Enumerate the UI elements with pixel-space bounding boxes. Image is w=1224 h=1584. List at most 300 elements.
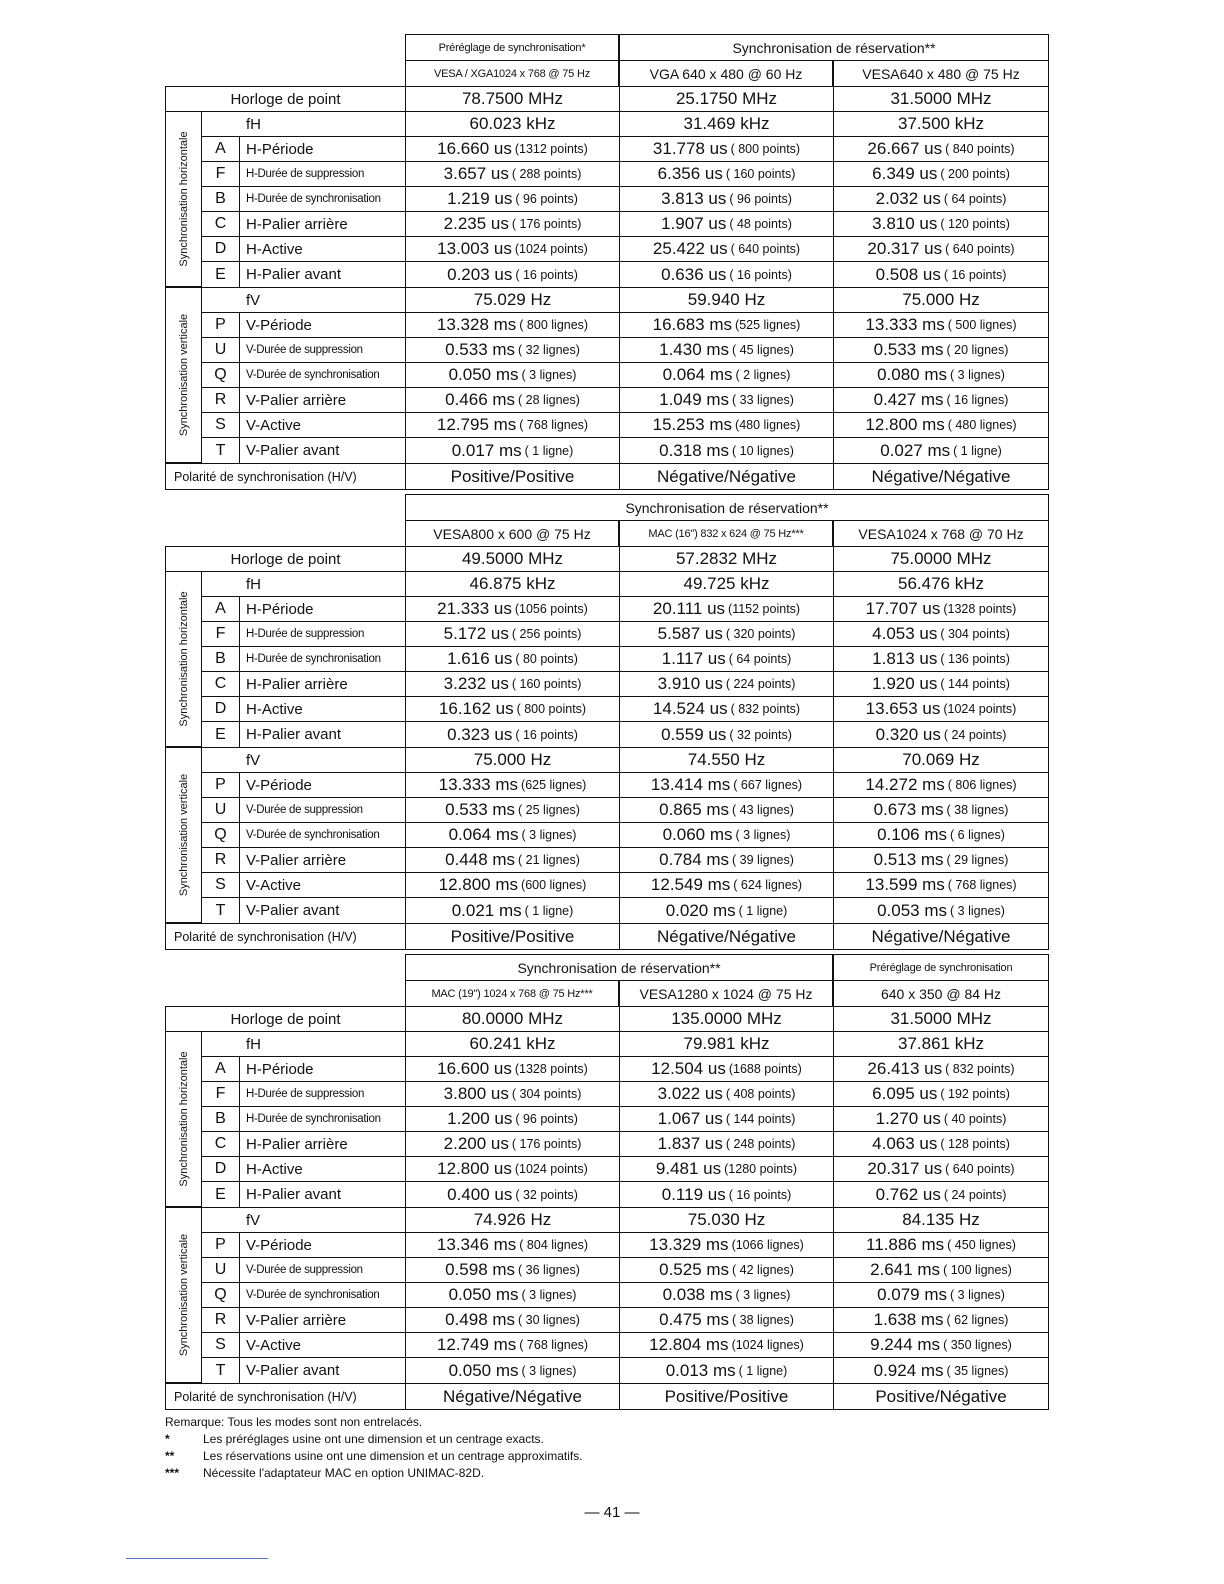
v-sync-side-label [166,748,202,923]
timing-name: H-Durée de suppression [246,168,365,180]
timing-label [202,873,406,897]
value-detail: ( 1 ligne) [524,443,574,458]
value-detail: (1328 points) [943,602,1017,616]
timing-code: E [202,1182,240,1207]
value-detail: (1024 points) [514,242,588,256]
value-detail: ( 16 points) [515,727,578,742]
value-detail: ( 96 points) [515,1112,578,1126]
timing-row-b [202,187,1048,212]
value-main: 0.050 ms [448,1285,519,1304]
value-detail: (625 lignes) [521,778,587,792]
value-main: 21.333 us [437,599,512,618]
timing-value [834,1258,1048,1282]
value-main: 1.430 ms [659,340,730,359]
value-main: 0.525 ms [659,1260,730,1279]
value-detail: ( 304 points) [940,627,1010,641]
value-detail: ( 800 lignes) [519,318,589,332]
value-detail: ( 3 lignes) [950,368,1005,382]
value-detail: ( 200 points) [940,167,1010,181]
timing-value: 49.5000 MHz [406,547,620,571]
timing-label [202,1082,406,1106]
timing-value [834,1233,1048,1257]
freq-name: fH [246,1035,261,1053]
h-sync-side-label [166,1032,202,1207]
timing-value [620,162,834,186]
timing-row-a [202,137,1048,162]
value-detail: ( 768 lignes) [947,878,1017,892]
timing-row-e [202,262,1048,287]
footnote-mark: ** [165,1449,175,1463]
value-main: 3.810 us [872,214,938,233]
value-main: 1.219 us [447,189,513,208]
value-main: 13.328 ms [436,315,517,334]
value-main: 1.638 ms [873,1310,944,1329]
value-detail: ( 304 points) [511,1087,582,1101]
value-main: 9.481 us [655,1159,722,1178]
value-main: 11.886 ms [866,1235,945,1254]
header-group: Synchronisation de réservation** [619,34,1049,60]
value-detail: ( 32 points) [515,1187,578,1202]
value-main: 6.349 us [872,164,938,183]
timing-code: F [202,1082,240,1106]
timing-value [406,873,620,897]
value-main: 0.106 ms [877,825,948,844]
fv-row [202,1208,1048,1233]
h-sync-block [166,572,1048,748]
timing-label [202,1057,406,1081]
timing-table-3 [165,954,1049,1410]
timing-value: 75.000 Hz [902,290,980,309]
value-detail: ( 16 points) [728,1187,792,1202]
value-main: 0.080 ms [877,365,948,384]
fh-row [202,572,1048,597]
timing-name: H-Durée de synchronisation [246,653,381,665]
value-detail: ( 1 ligne) [953,443,1002,458]
value-main: 0.598 ms [445,1260,516,1279]
timing-value [620,413,834,437]
timing-value [406,237,620,261]
timing-label [202,1258,406,1282]
value-main: 0.466 ms [445,390,516,409]
timing-value: 60.023 kHz [406,112,620,136]
value-detail: ( 800 points) [730,142,801,156]
timing-grid [165,1006,1049,1410]
timing-value [834,898,1048,923]
timing-value [620,338,834,362]
timing-value: Positive/Positive [406,464,620,489]
timing-value: 75.0000 MHz [890,549,992,568]
timing-value: 84.135 Hz [902,1210,980,1229]
timing-value [620,1308,834,1332]
timing-value [834,338,1048,362]
timing-name: V-Active [246,1336,302,1354]
timing-value [834,1132,1048,1156]
value-detail: ( 144 points) [725,1112,796,1126]
timing-grid [165,86,1049,490]
value-main: 16.162 us [438,699,514,718]
timing-value [834,1358,1048,1383]
timing-value [620,1157,834,1181]
value-detail: ( 480 lignes) [947,418,1017,432]
timing-value [620,363,834,387]
value-detail: ( 3 lignes) [521,1288,577,1302]
timing-row-a [202,1057,1048,1082]
timing-value [834,1308,1048,1332]
timing-label [202,1233,406,1257]
value-main: 0.064 ms [662,365,733,384]
timing-row-d [202,1157,1048,1182]
timing-table-2 [165,494,1049,950]
value-main: 0.924 ms [873,1360,944,1380]
timing-value [620,873,834,897]
timing-value: 31.469 kHz [620,112,834,136]
timing-value [620,697,834,721]
value-main: 0.021 ms [451,900,522,920]
timing-name: H-Période [246,140,314,158]
timing-name: H-Active [246,700,303,718]
value-main: 0.320 us [875,724,941,744]
timing-value: Négative/Négative [406,1384,620,1409]
value-detail: ( 20 lignes) [946,343,1009,357]
timing-row-c [202,212,1048,237]
timing-code: B [202,187,240,211]
value-detail: ( 832 points) [945,1062,1015,1076]
timing-value [834,1157,1048,1181]
value-main: 0.784 ms [659,850,730,869]
value-main: 13.333 ms [438,775,519,794]
value-main: 20.111 us [652,599,726,618]
timing-value: Positive/Positive [406,924,620,949]
timing-label [202,1132,406,1156]
value-main: 0.050 ms [448,365,519,384]
value-detail: ( 42 lignes) [732,1263,794,1277]
footnote-text: Les préréglages usine ont une dimension et un centrage exacts. [203,1432,544,1446]
value-main: 1.813 us [872,649,938,668]
value-detail: ( 500 lignes) [947,318,1017,332]
value-main: 17.707 us [865,599,941,618]
value-detail: ( 144 points) [940,677,1010,691]
timing-label [202,597,406,621]
timing-value [406,313,620,337]
v-sync-title: Synchronisation verticale [177,1233,190,1357]
timing-name: H-Palier arrière [246,1135,348,1153]
value-detail: ( 80 points) [515,652,578,666]
value-main: 16.683 ms [652,315,733,334]
timing-row-t [202,1358,1048,1383]
timing-value [406,773,620,797]
value-detail: ( 96 points) [515,192,578,206]
timing-code: D [202,237,240,261]
value-detail: ( 288 points) [511,167,582,181]
footnote-mark: * [165,1432,170,1446]
v-sync-title: Synchronisation verticale [177,313,190,437]
timing-row-e [202,722,1048,747]
value-detail: ( 100 lignes) [943,1263,1012,1277]
freq-code [202,1208,240,1232]
timing-label [202,262,406,287]
timing-row-p [202,313,1048,338]
timing-code: S [202,413,240,437]
value-detail: ( 30 lignes) [518,1313,580,1327]
value-detail: ( 160 points) [725,167,796,181]
timing-value [406,1132,620,1156]
polarity-label: Polarité de synchronisation (H/V) [166,1384,406,1409]
mode-header: VESA / XGA1024 x 768 @ 75 Hz [405,60,619,86]
value-detail: ( 16 points) [943,267,1007,282]
value-detail: ( 28 lignes) [518,393,580,407]
value-detail: ( 667 lignes) [733,778,803,792]
timing-value [834,187,1048,211]
value-main: 0.400 us [447,1184,513,1204]
value-main: 3.813 us [661,189,727,208]
timing-value: 56.476 kHz [898,574,984,593]
timing-value: 135.0000 MHz [620,1007,834,1031]
timing-name: H-Durée de suppression [246,1088,365,1100]
timing-value [406,597,620,621]
timing-value: 25.1750 MHz [620,87,834,111]
v-sync-side-label [166,1208,202,1383]
timing-value: 79.981 kHz [620,1032,834,1056]
timing-label [202,647,406,671]
timing-value [834,773,1048,797]
timing-name: H-Durée de synchronisation [246,1113,381,1125]
value-detail: ( 64 points) [728,652,792,666]
timing-row-u [202,798,1048,823]
value-main: 15.253 ms [652,415,733,434]
value-main: 0.448 ms [445,850,516,869]
value-main: 2.641 ms [870,1260,941,1279]
value-main: 0.060 ms [662,825,733,844]
value-detail: ( 45 lignes) [732,343,794,357]
timing-value: Négative/Négative [871,926,1011,946]
timing-value: 46.875 kHz [406,572,620,596]
timing-label [202,187,406,211]
freq-label [202,112,406,136]
value-detail: ( 39 lignes) [732,853,794,867]
timing-value [620,597,834,621]
value-detail: ( 832 points) [730,702,801,716]
mode-header: 640 x 350 @ 84 Hz [833,980,1049,1006]
v-sync-title: Synchronisation verticale [177,773,190,897]
timing-row-b [202,647,1048,672]
timing-value: 59.940 Hz [620,288,834,312]
timing-label [202,438,406,463]
timing-value [406,1233,620,1257]
timing-value [406,212,620,236]
v-sync-block [166,748,1048,924]
timing-value [406,262,620,287]
timing-value [620,1283,834,1307]
polarity-row [166,464,1048,489]
value-detail: ( 192 points) [940,1087,1010,1101]
mode-header: MAC (19") 1024 x 768 @ 75 Hz*** [405,980,619,1006]
value-detail: ( 62 lignes) [946,1313,1009,1327]
value-main: 0.079 ms [877,1285,948,1304]
value-detail: ( 176 points) [511,217,582,231]
timing-row-b [202,1107,1048,1132]
value-detail: ( 768 lignes) [519,418,589,432]
timing-name: H-Période [246,1060,314,1078]
timing-row-s [202,1333,1048,1358]
header-group-row [405,954,1049,980]
timing-value [406,338,620,362]
value-detail: ( 256 points) [511,627,582,641]
freq-label [202,748,406,772]
timing-value [834,388,1048,412]
timing-value [834,647,1048,671]
value-detail: ( 32 lignes) [518,343,580,357]
timing-name: V-Durée de suppression [246,1264,363,1276]
value-detail: ( 36 lignes) [518,1263,580,1277]
timing-value [620,1233,834,1257]
timing-value [406,162,620,186]
value-main: 16.660 us [437,139,512,158]
header-mode-row [405,980,1049,1006]
value-detail: ( 320 points) [725,627,796,641]
timing-name: H-Palier avant [246,266,342,283]
value-detail: ( 408 points) [725,1087,796,1101]
timing-value [834,212,1048,236]
timing-value [834,237,1048,261]
timing-name: H-Période [246,600,314,618]
timing-code: A [202,137,240,161]
footnote-line [165,1414,583,1431]
value-main: 12.800 ms [865,415,945,434]
timing-value: 70.069 Hz [902,750,980,769]
value-detail: ( 6 lignes) [950,828,1005,842]
timing-code: D [202,697,240,721]
freq-name: fV [246,751,261,769]
timing-value: Négative/Négative [620,924,834,949]
freq-name: fV [246,1211,261,1229]
timing-name: H-Durée de suppression [246,628,365,640]
timing-row-u [202,1258,1048,1283]
timing-value [834,363,1048,387]
fh-row [202,1032,1048,1057]
mode-header: VGA 640 x 480 @ 60 Hz [619,60,833,86]
footnote-text: Les réservations usine ont une dimension et un centrage approximatifs. [203,1449,583,1463]
timing-code: Q [202,363,240,387]
timing-label [202,388,406,412]
timing-value [834,1107,1048,1131]
timing-row-f [202,1082,1048,1107]
header-group-row [405,34,1049,60]
timing-value: 74.926 Hz [406,1208,620,1232]
value-detail: (1056 points) [514,602,588,616]
timing-value: 49.725 kHz [620,572,834,596]
value-main: 0.559 us [661,724,727,744]
value-main: 12.504 us [651,1059,726,1078]
timing-name: V-Durée de suppression [246,804,363,816]
timing-code: U [202,798,240,822]
timing-value [620,388,834,412]
timing-name: H-Active [246,1160,303,1178]
timing-code: T [202,1358,240,1383]
timing-value: 57.2832 MHz [620,547,834,571]
timing-code: C [202,1132,240,1156]
timing-code: F [202,622,240,646]
value-detail: ( 176 points) [511,1137,582,1151]
value-detail: ( 3 lignes) [735,828,791,842]
value-main: 1.200 us [447,1109,513,1128]
clock-row [166,547,1048,572]
value-main: 0.323 us [447,724,513,744]
h-sync-title: Synchronisation horizontale [177,131,190,267]
value-main: 6.095 us [872,1084,938,1103]
value-main: 1.837 us [657,1134,723,1153]
h-sync-rows [202,112,1048,287]
timing-value [406,1082,620,1106]
value-main: 9.244 ms [870,1335,941,1354]
value-main: 0.673 ms [873,800,944,819]
timing-value: Positive/Positive [620,1384,834,1409]
timing-code: E [202,262,240,287]
clock-label: Horloge de point [166,87,406,111]
value-main: 12.804 ms [649,1335,729,1354]
timing-name: V-Durée de synchronisation [246,829,380,841]
value-main: 13.333 ms [865,315,945,334]
timing-row-u [202,338,1048,363]
timing-value [834,438,1048,463]
timing-value: 75.000 Hz [406,748,620,772]
timing-row-s [202,413,1048,438]
value-detail: (1152 points) [728,602,801,616]
value-main: 0.318 ms [659,440,730,460]
timing-value [406,848,620,872]
timing-value [406,722,620,747]
value-detail: ( 800 points) [516,702,587,716]
h-sync-block [166,112,1048,288]
value-detail: ( 640 points) [945,242,1015,256]
timing-value: 78.7500 MHz [406,87,620,111]
value-main: 12.800 us [437,1159,512,1178]
timing-value [834,413,1048,437]
timing-row-f [202,622,1048,647]
timing-row-e [202,1182,1048,1207]
value-detail: ( 806 lignes) [947,778,1017,792]
timing-value [834,162,1048,186]
timing-value [406,1057,620,1081]
timing-label [202,672,406,696]
bottom-rule [126,1558,268,1559]
timing-value [834,1082,1048,1106]
timing-row-a [202,597,1048,622]
value-main: 0.533 ms [445,340,516,359]
polarity-label: Polarité de synchronisation (H/V) [166,464,406,489]
timing-value [620,1107,834,1131]
fv-row [202,748,1048,773]
timing-row-t [202,438,1048,463]
timing-row-q [202,363,1048,388]
timing-name: V-Palier arrière [246,851,347,869]
timing-label [202,823,406,847]
polarity-row [166,1384,1048,1409]
value-main: 0.498 ms [445,1310,516,1329]
timing-value: Négative/Négative [620,464,834,489]
timing-code: B [202,647,240,671]
timing-value [620,438,834,463]
timing-value [620,622,834,646]
v-sync-rows [202,1208,1048,1383]
value-main: 3.232 us [443,674,509,693]
value-main: 1.117 us [661,649,726,668]
value-main: 12.795 ms [436,415,517,434]
timing-code: Q [202,823,240,847]
timing-value [620,237,834,261]
value-detail: ( 96 points) [729,192,792,206]
timing-label [202,363,406,387]
value-detail: (480 lignes) [735,418,801,432]
